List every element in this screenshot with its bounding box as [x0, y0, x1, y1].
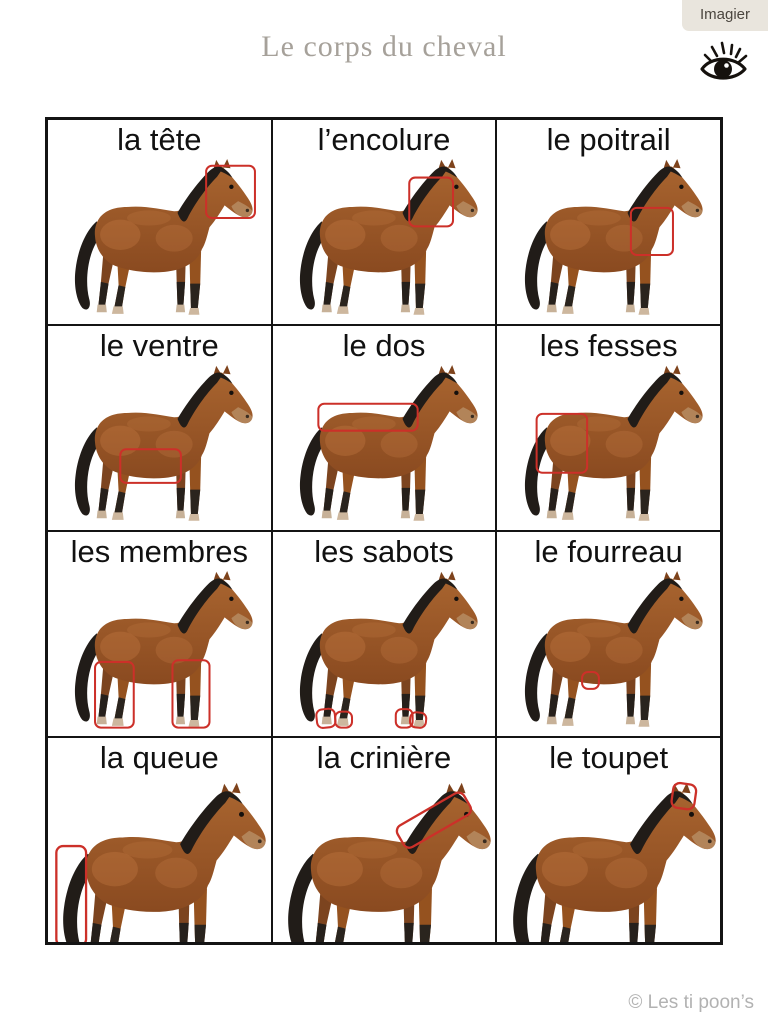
horse-image — [283, 365, 485, 525]
vocab-card-grid — [45, 117, 723, 945]
card-cell-le-fourreau — [497, 532, 720, 736]
card-cell-le-poitrail — [497, 120, 720, 324]
page-title: Le corps du cheval — [261, 30, 507, 63]
body-part-label: le ventre — [99, 328, 219, 363]
card-cell-la-criniere — [273, 738, 496, 942]
horse-illustration — [300, 571, 478, 727]
body-part-label: la crinière — [316, 740, 452, 775]
horse-illustration — [75, 365, 253, 521]
horse-illustration — [525, 159, 703, 315]
horse-illustration — [525, 571, 703, 727]
card-cell-les-sabots — [273, 532, 496, 736]
body-part-label: la queue — [99, 740, 219, 775]
horse-image — [508, 159, 710, 319]
highlight-box — [316, 708, 427, 728]
horse-illustration — [75, 159, 253, 315]
eye-icon — [698, 36, 750, 84]
card-cell-l-encolure — [273, 120, 496, 324]
body-part-label: les fesses — [539, 328, 678, 363]
card-cell-la-queue — [48, 738, 271, 942]
horse-illustration — [288, 783, 491, 942]
horse-illustration — [300, 159, 478, 315]
horse-illustration — [525, 365, 703, 521]
horse-image — [58, 159, 260, 319]
card-cell-le-toupet — [497, 738, 720, 942]
body-part-label: le dos — [342, 328, 426, 363]
horse-illustration — [300, 365, 478, 521]
horse-image — [497, 783, 720, 942]
card-cell-le-dos — [273, 326, 496, 530]
horse-image — [48, 783, 271, 942]
body-part-label: les sabots — [314, 534, 454, 569]
card-cell-la-tete — [48, 120, 271, 324]
horse-image — [58, 365, 260, 525]
horse-image — [508, 365, 710, 525]
card-cell-les-fesses — [497, 326, 720, 530]
card-cell-les-membres — [48, 532, 271, 736]
imagier-badge[interactable] — [682, 0, 768, 31]
body-part-label: le toupet — [549, 740, 669, 775]
horse-image — [283, 159, 485, 319]
body-part-label: le poitrail — [546, 122, 671, 157]
horse-image — [273, 783, 496, 942]
horse-illustration — [63, 783, 266, 942]
horse-image — [58, 571, 260, 731]
body-part-label: les membres — [70, 534, 249, 569]
horse-illustration — [75, 571, 253, 727]
body-part-label: le fourreau — [534, 534, 683, 569]
horse-image — [283, 571, 485, 731]
horse-illustration — [513, 783, 716, 942]
imagier-badge-label: Imagier — [699, 6, 750, 23]
copyright-text: © Les ti poon’s — [628, 992, 754, 1013]
horse-image — [508, 571, 710, 731]
body-part-label: l’encolure — [317, 122, 451, 157]
card-cell-le-ventre — [48, 326, 271, 530]
body-part-label: la tête — [117, 122, 202, 157]
